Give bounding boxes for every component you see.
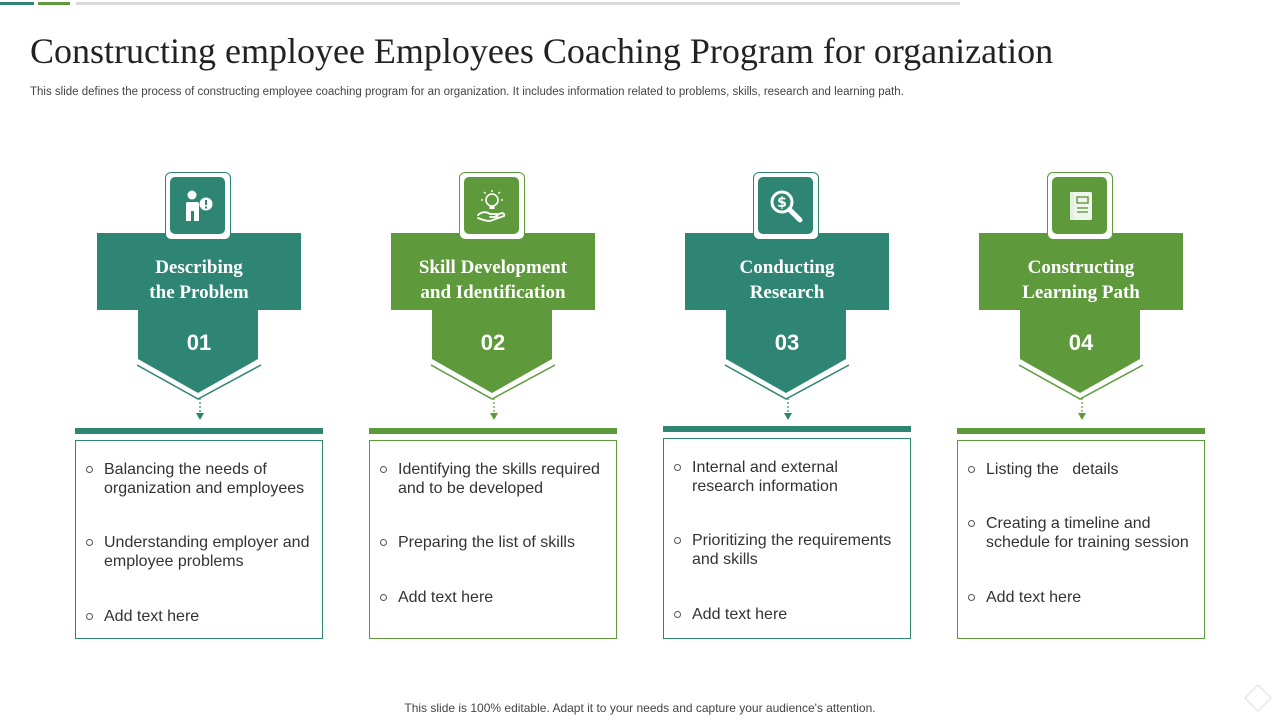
- step-1-icon-box: [170, 177, 225, 234]
- step-2-connector: [488, 398, 500, 422]
- step-3-bullet-2: Prioritizing the requirements and skills: [674, 531, 900, 569]
- step-column-4: [957, 0, 1207, 720]
- step-1-title-line2: the Problem: [149, 281, 249, 303]
- step-4-connector: [1076, 398, 1088, 422]
- top-accent-teal: [0, 2, 34, 5]
- step-4-title-line2: Learning Path: [1022, 281, 1140, 303]
- step-3-title-line2: Research: [749, 281, 825, 303]
- step-2-bullet-3: Add text here: [380, 588, 606, 607]
- step-1-number: 01: [186, 330, 212, 355]
- page-subtitle: This slide defines the process of constructing employee coaching program for an organization. It includes information related to problems, skills, research and learning path.: [30, 86, 904, 98]
- step-3-bullet-1: Internal and external research information: [674, 458, 900, 496]
- step-1-bullet-1: Balancing the needs of organization and employees: [86, 460, 312, 498]
- step-1-title: [97, 233, 301, 310]
- step-4-title: [979, 233, 1183, 310]
- step-4-bullet-2: Creating a timeline and schedule for training session: [968, 514, 1194, 552]
- step-3-icon-frame: [753, 172, 819, 240]
- dollar-magnifier-icon: [767, 187, 805, 225]
- step-2-bullet-1: Identifying the skills required and to be developed: [380, 460, 606, 498]
- step-2-card: [369, 440, 617, 639]
- step-1-card-bar: [75, 428, 323, 434]
- person-question-icon: [179, 187, 217, 225]
- step-3-bullet-3: Add text here: [674, 605, 900, 624]
- step-3-card-bar: [663, 426, 911, 432]
- step-column-2: [369, 0, 619, 720]
- step-4-number: 04: [1068, 330, 1094, 355]
- step-4-icon-frame: [1047, 172, 1113, 240]
- step-1-card: [75, 440, 323, 639]
- lightbulb-hand-icon: [473, 187, 511, 225]
- step-2-icon-frame: [459, 172, 525, 240]
- step-1-icon-frame: [165, 172, 231, 240]
- step-2-title-line2: and Identification: [420, 281, 566, 303]
- step-3-card: [663, 438, 911, 639]
- step-4-card-bar: [957, 428, 1205, 434]
- step-3-number: 03: [774, 330, 800, 355]
- step-2-number: 02: [480, 330, 506, 355]
- step-2-card-bar: [369, 428, 617, 434]
- step-2-icon-box: [464, 177, 519, 234]
- step-3-connector: [782, 398, 794, 422]
- svg-text:$: $: [776, 194, 787, 211]
- step-1-bullet-2: Understanding employer and employee problems: [86, 533, 312, 571]
- step-3-title-line1: Conducting: [739, 256, 835, 278]
- step-column-3: [663, 0, 913, 720]
- step-1-title-line1: Describing: [155, 256, 243, 278]
- step-2-bullet-2: Preparing the list of skills: [380, 533, 606, 552]
- top-accent-green: [38, 2, 70, 5]
- step-2-title: [391, 233, 595, 310]
- step-3-title: [685, 233, 889, 310]
- diamond-corner-icon: [1244, 684, 1272, 712]
- step-4-bullet-1: Listing the details: [968, 460, 1194, 479]
- footer-note: This slide is 100% editable. Adapt it to your needs and capture your audience's attention.: [404, 701, 876, 715]
- step-2-title-line1: Skill Development: [418, 256, 568, 278]
- step-4-bullet-3: Add text here: [968, 588, 1194, 607]
- step-4-icon-box: [1052, 177, 1107, 234]
- step-1-connector: [194, 398, 206, 422]
- step-4-title-line1: Constructing: [1027, 256, 1135, 278]
- step-column-1: [75, 0, 325, 720]
- step-3-icon-box: [758, 177, 813, 234]
- page-title: Constructing employee Employees Coaching Program for organization: [30, 31, 1054, 71]
- step-4-card: [957, 440, 1205, 639]
- book-icon: [1061, 187, 1099, 225]
- step-1-bullet-3: Add text here: [86, 607, 312, 626]
